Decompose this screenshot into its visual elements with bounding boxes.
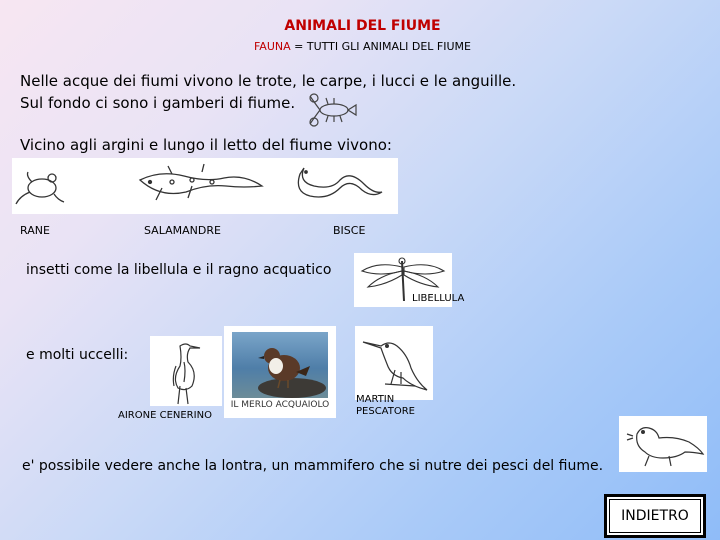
kingfisher-picture [355,326,433,400]
heron-icon [150,336,222,406]
amphibians-reptiles-strip [12,158,398,214]
crayfish-illustration [304,90,360,128]
fauna-word: FAUNA [253,40,291,53]
kingfisher-icon [355,326,433,400]
intro-line-shrimp: Sul fondo ci sono i gamberi di fiume. [20,94,296,112]
dipper-photo [232,332,328,398]
otter-picture [619,416,707,472]
heron-picture [150,336,222,406]
label-merlo-acquaiolo: IL MERLO ACQUAIOLO [230,400,330,410]
dipper-bird-icon [232,332,328,398]
otter-icon [619,416,707,472]
label-salamandre: SALAMANDRE [144,224,221,237]
label-martin-pescatore: MARTIN PESCATORE [356,394,415,417]
label-libellula: LIBELLULA [412,293,465,304]
back-button[interactable]: INDIETRO [604,494,706,538]
frog-icon [16,172,64,204]
insects-text: insetti come la libellula e il ragno acquatico [26,262,332,278]
snake-icon [298,168,382,197]
salamander-icon [140,164,262,200]
dipper-picture [224,326,336,418]
page-subtitle [0,40,720,53]
label-rane: RANE [20,224,50,237]
otter-text: e' possibile vedere anche la lontra, un mammifero che si nutre dei pesci del fiume. [22,458,604,474]
birds-text: e molti uccelli: [26,347,129,363]
intro-paragraph [20,70,516,114]
label-airone-cenerino: AIRONE CENERINO [118,410,212,421]
fauna-definition: = TUTTI GLI ANIMALI DEL FIUME [290,40,471,53]
banks-text: Vicino agli argini e lungo il letto del fiume vivono: [20,136,392,154]
intro-line-fish: Nelle acque dei fiumi vivono le trote, le carpe, i lucci e le anguille. [20,72,517,90]
page-title: ANIMALI DEL FIUME [284,18,441,34]
dragonfly-picture [354,253,465,307]
label-bisce: BISCE [333,224,366,237]
